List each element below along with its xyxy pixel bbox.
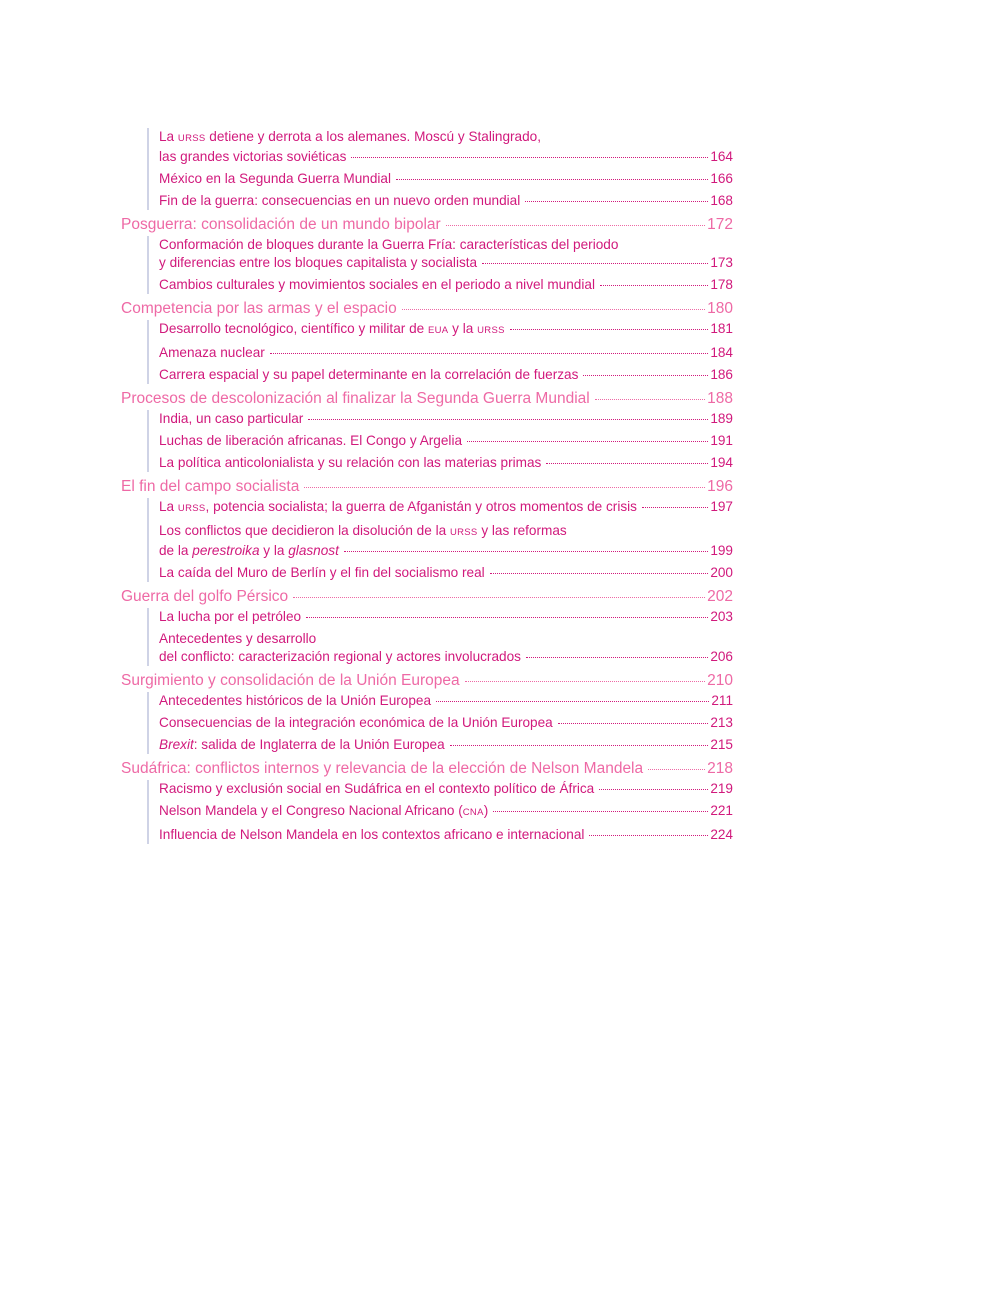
toc-item[interactable]	[159, 498, 733, 518]
page-number: 184	[710, 345, 733, 360]
toc-item-text: México en la Segunda Guerra Mundial	[159, 171, 391, 186]
dot-leader	[304, 487, 705, 488]
toc-subsection-list	[147, 608, 733, 666]
toc-item[interactable]	[159, 276, 733, 294]
toc-subsection-list	[147, 692, 733, 754]
page-number: 197	[710, 499, 733, 514]
page-number: 189	[710, 411, 733, 426]
toc-section-title[interactable]	[121, 586, 733, 607]
page-number: 219	[710, 781, 733, 796]
toc-item-text: Consecuencias de la integración económica de la Unión Europea	[159, 715, 553, 730]
toc-item-line: Antecedentes y desarrollo	[159, 631, 317, 646]
acronym: URSS	[449, 527, 478, 538]
dot-leader	[589, 835, 708, 836]
page-number: 206	[710, 649, 733, 664]
page-number: 224	[710, 827, 733, 842]
dot-leader	[306, 617, 708, 618]
italic-term: Brexit	[159, 737, 194, 752]
page-number: 200	[710, 565, 733, 580]
toc-subsection-list	[147, 320, 733, 384]
dot-leader	[450, 745, 709, 746]
section-title-text: El fin del campo socialista	[121, 478, 300, 495]
toc-item-line: Conformación de bloques durante la Guerra Fría: características del periodo	[159, 237, 619, 252]
toc-section	[121, 586, 733, 666]
dot-leader	[270, 353, 709, 354]
toc-item-text: Carrera espacial y su papel determinante en la correlación de fuerzas	[159, 367, 579, 382]
dot-leader	[308, 419, 708, 420]
toc-item[interactable]	[159, 410, 733, 428]
acronym: URSS	[177, 503, 206, 514]
toc-item[interactable]	[159, 736, 733, 754]
toc-section-title[interactable]	[121, 214, 733, 235]
toc-section	[121, 670, 733, 754]
section-title-text: Sudáfrica: conflictos internos y relevancia de la elección de Nelson Mandela	[121, 760, 644, 777]
page-number: 166	[710, 171, 733, 186]
section-title-text: Competencia por las armas y el espacio	[121, 300, 397, 317]
dot-leader	[558, 723, 709, 724]
acronym: CNA	[462, 807, 484, 818]
toc-item[interactable]	[159, 432, 733, 450]
toc-item[interactable]	[159, 826, 733, 844]
dot-leader	[600, 285, 708, 286]
dot-leader	[510, 329, 709, 330]
toc-subsection-list	[147, 410, 733, 472]
toc-item[interactable]	[159, 236, 733, 272]
dot-leader	[293, 597, 705, 598]
toc-item-text: La política anticolonialista y su relación con las materias primas	[159, 455, 542, 470]
section-title-text: Procesos de descolonización al finalizar la Segunda Guerra Mundial	[121, 390, 590, 407]
dot-leader	[599, 789, 708, 790]
toc-item[interactable]	[159, 366, 733, 384]
page-number: 172	[707, 216, 733, 233]
page-number: 221	[710, 803, 733, 818]
page-number: 194	[710, 455, 733, 470]
toc-item[interactable]	[159, 522, 733, 560]
acronym: URSS	[177, 133, 206, 144]
toc-item[interactable]	[159, 714, 733, 732]
toc-item-text: Cambios culturales y movimientos sociales en el periodo a nivel mundial	[159, 277, 595, 292]
toc-item[interactable]	[159, 344, 733, 362]
toc-item-text: La caída del Muro de Berlín y el fin del socialismo real	[159, 565, 485, 580]
dot-leader	[648, 769, 705, 770]
toc-item[interactable]	[159, 802, 733, 822]
section-title-text: Posguerra: consolidación de un mundo bipolar	[121, 216, 441, 233]
dot-leader	[402, 309, 705, 310]
toc-section-title[interactable]	[121, 758, 733, 779]
toc-item[interactable]	[159, 192, 733, 210]
text-run: : salida de Inglaterra de la Unión Europea	[193, 737, 445, 752]
toc-item[interactable]	[159, 630, 733, 666]
page-number: 215	[710, 737, 733, 752]
toc-item-text: Antecedentes históricos de la Unión Europea	[159, 693, 432, 708]
toc-section	[121, 476, 733, 582]
toc-subsection-list	[147, 128, 733, 210]
toc-item[interactable]	[159, 780, 733, 798]
toc-item-text: La URSS, potencia socialista; la guerra de Afganistán y otros momentos de crisis	[159, 499, 637, 514]
dot-leader	[493, 811, 708, 812]
page-number: 173	[710, 255, 733, 270]
toc-item-text: Luchas de liberación africanas. El Congo y Argelia	[159, 433, 463, 448]
page-number: 196	[707, 478, 733, 495]
toc-item-line: La URSS detiene y derrota a los alemanes. Moscú y Stalingrado,	[159, 129, 542, 144]
italic-term: glasnost	[288, 543, 339, 558]
toc-subsection-list	[147, 236, 733, 294]
dot-leader	[546, 463, 708, 464]
toc-item-line: y diferencias entre los bloques capitalista y socialista	[159, 255, 478, 270]
dot-leader	[344, 551, 708, 552]
toc-item-line	[159, 542, 339, 560]
toc-section-title[interactable]	[121, 476, 733, 497]
page-number: 199	[710, 543, 733, 558]
page-number: 210	[707, 672, 733, 689]
page-number: 178	[710, 277, 733, 292]
section-title-text: Surgimiento y consolidación de la Unión Europea	[121, 672, 460, 689]
page-number: 213	[710, 715, 733, 730]
dot-leader	[436, 701, 709, 702]
toc-item[interactable]	[159, 608, 733, 626]
section-title-text: Guerra del golfo Pérsico	[121, 588, 289, 605]
italic-term: perestroika	[192, 543, 260, 558]
dot-leader	[595, 399, 705, 400]
dot-leader	[465, 681, 706, 682]
toc-section	[121, 758, 733, 844]
page-number: 164	[710, 149, 733, 164]
dot-leader	[482, 263, 708, 264]
toc-section-title[interactable]	[121, 670, 733, 691]
toc-item[interactable]	[159, 692, 733, 710]
dot-leader	[583, 375, 708, 376]
toc-item-text: Amenaza nuclear	[159, 345, 265, 360]
dot-leader	[525, 201, 708, 202]
toc-item-text: Fin de la guerra: consecuencias en un nuevo orden mundial	[159, 193, 521, 208]
toc-item-text: Nelson Mandela y el Congreso Nacional Africano (CNA)	[159, 803, 489, 818]
toc-item-text	[159, 736, 445, 754]
toc-item-text: India, un caso particular	[159, 411, 304, 426]
page-number: 203	[710, 609, 733, 624]
text-run: de la	[159, 543, 193, 558]
page-number: 202	[707, 588, 733, 605]
page-number: 188	[707, 390, 733, 407]
page-number: 168	[710, 193, 733, 208]
page-number: 181	[710, 321, 733, 336]
acronym: EUA	[427, 325, 449, 336]
toc-item[interactable]	[159, 170, 733, 188]
toc-item-text: La lucha por el petróleo	[159, 609, 302, 624]
page-number: 211	[711, 693, 733, 708]
acronym: URSS	[477, 325, 505, 336]
page-number: 186	[710, 367, 733, 382]
toc-section-title[interactable]	[121, 298, 733, 319]
text-run: y la	[259, 543, 289, 558]
toc-section	[121, 128, 733, 210]
toc-item[interactable]	[159, 320, 733, 340]
toc-section-title[interactable]	[121, 388, 733, 409]
toc-item-line: Los conflictos que decidieron la disolución de la URSS y las reformas	[159, 523, 567, 538]
toc-item[interactable]	[159, 128, 733, 166]
dot-leader	[467, 441, 708, 442]
toc-item-line: del conflicto: caracterización regional y actores involucrados	[159, 649, 521, 664]
toc-section	[121, 298, 733, 384]
toc-subsection-list	[147, 780, 733, 844]
dot-leader	[351, 157, 708, 158]
table-of-contents	[121, 127, 733, 848]
toc-subsection-list	[147, 498, 733, 582]
dot-leader	[446, 225, 705, 226]
page-number: 180	[707, 300, 733, 317]
page-number: 191	[710, 433, 733, 448]
toc-item-text: Desarrollo tecnológico, científico y militar de EUA y la URSS	[159, 321, 505, 336]
dot-leader	[526, 657, 708, 658]
dot-leader	[396, 179, 708, 180]
toc-item-line: las grandes victorias soviéticas	[159, 149, 347, 164]
page-number: 218	[707, 760, 733, 777]
toc-item[interactable]	[159, 564, 733, 582]
toc-section	[121, 388, 733, 472]
toc-item[interactable]	[159, 454, 733, 472]
dot-leader	[642, 507, 708, 508]
toc-section	[121, 214, 733, 294]
toc-item-text: Racismo y exclusión social en Sudáfrica en el contexto político de África	[159, 781, 595, 796]
toc-item-text: Influencia de Nelson Mandela en los contextos africano e internacional	[159, 827, 585, 842]
dot-leader	[490, 573, 709, 574]
